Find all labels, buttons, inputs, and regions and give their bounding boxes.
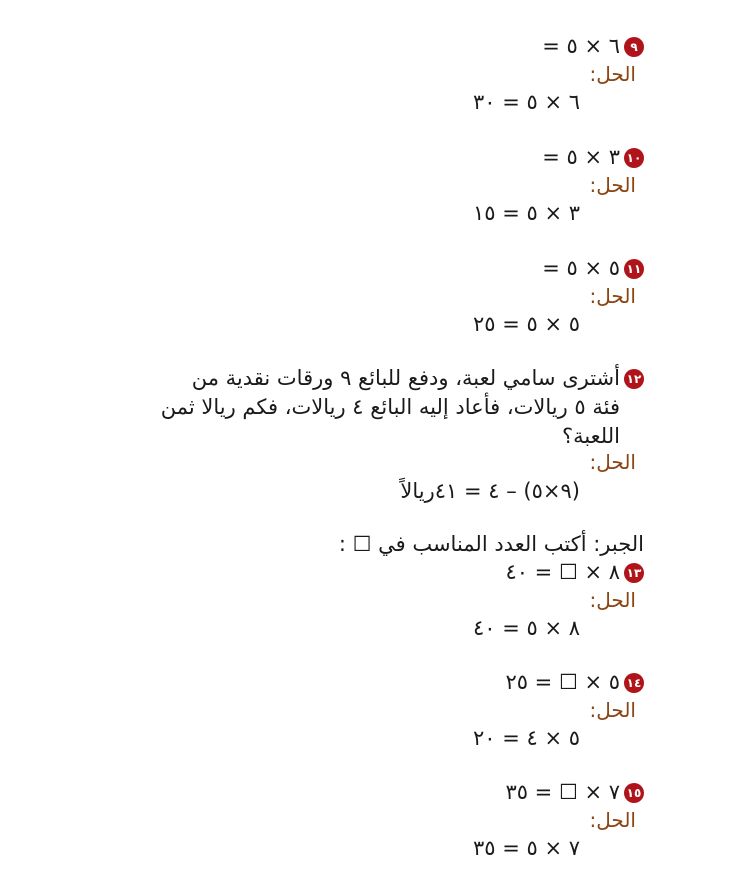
question-text: ٥ × ☐ = ٢٥ [505, 670, 620, 694]
problem-11-question [542, 255, 644, 281]
problem-number-badge: ١٣ [624, 563, 644, 583]
question-text: ٦ × ٥ = [542, 34, 620, 58]
problem-13-question [505, 559, 644, 585]
problem-number-badge: ١٠ [624, 148, 644, 168]
word-problem-line-3: اللعبة؟ [561, 424, 620, 448]
problem-number-badge: ١٤ [624, 673, 644, 693]
algebra-heading: الجبر: أكتب العدد المناسب في ☐ : [338, 532, 644, 556]
solution-label: الحل: [589, 284, 636, 308]
question-text: ٧ × ☐ = ٣٥ [505, 780, 620, 804]
word-problem-answer: (٩×٥) – ٤ = ٤١ريالاً [400, 479, 580, 503]
problem-number-badge: ١١ [624, 259, 644, 279]
solution-label: الحل: [589, 173, 636, 197]
word-problem [124, 364, 644, 451]
problem-number-badge: ٩ [624, 37, 644, 57]
solution-label: الحل: [589, 588, 636, 612]
solution-label: الحل: [589, 698, 636, 722]
problem-10-question [542, 144, 644, 170]
problem-9-question [542, 33, 644, 59]
problem-13-answer: ٨ × ٥ = ٤٠ [472, 616, 580, 640]
problem-15-question [505, 779, 644, 805]
word-problem-line-2: فئة ٥ ريالات، فأعاد إليه البائع ٤ ريالات، فكم ريالا ثمن [160, 395, 620, 419]
solution-label: الحل: [589, 450, 636, 474]
problem-9-answer: ٦ × ٥ = ٣٠ [472, 90, 580, 114]
question-text: ٥ × ٥ = [542, 256, 620, 280]
solution-label: الحل: [589, 62, 636, 86]
problem-number-badge: ١٥ [624, 783, 644, 803]
question-text: ٨ × ☐ = ٤٠ [505, 560, 620, 584]
word-problem-line-1: ١٢أشترى سامي لعبة، ودفع للبائع ٩ ورقات نقدية من [124, 364, 644, 393]
question-text: ٣ × ٥ = [542, 145, 620, 169]
problem-11-answer: ٥ × ٥ = ٢٥ [472, 312, 580, 336]
problem-14-answer: ٥ × ٤ = ٢٠ [472, 726, 580, 750]
problem-number-badge: ١٢ [624, 369, 644, 389]
problem-10-answer: ٣ × ٥ = ١٥ [472, 201, 580, 225]
solution-label: الحل: [589, 808, 636, 832]
problem-14-question [505, 669, 644, 695]
problem-15-answer: ٧ × ٥ = ٣٥ [472, 836, 580, 860]
